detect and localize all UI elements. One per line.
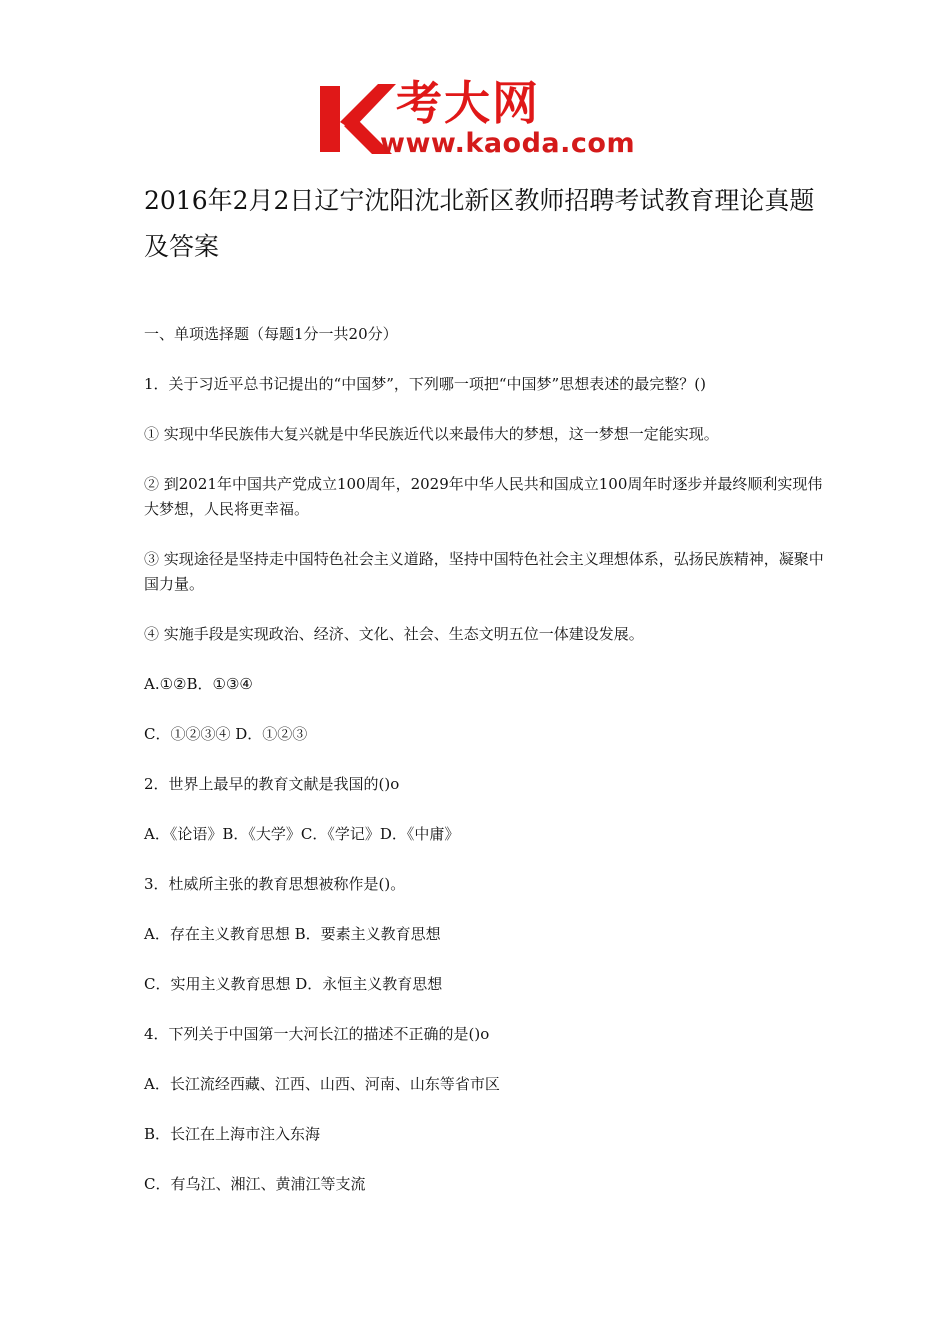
question-1-options-ab: A.①②B．①③④ <box>144 675 253 693</box>
question-1-options-cd: C．①②③④ D．①②③ <box>144 725 308 743</box>
question-1: 1．关于习近平总书记提出的“中国梦”，下列哪一项把“中国梦”思想表述的最完整？() <box>144 375 706 393</box>
question-1-statement-2: ② 到2021年中国共产党成立100周年，2029年中华人民共和国成立100周年时逐步并最终顺利实现伟大梦想，人民将更幸福。 <box>144 475 823 518</box>
kaoda-logo <box>318 78 648 162</box>
question-3-options-ab: A．存在主义教育思想 B．要素主义教育思想 <box>144 925 441 943</box>
question-4-option-a: A．长江流经西藏、江西、山西、河南、山东等省市区 <box>144 1075 500 1093</box>
question-4-option-c: C．有乌江、湘江、黄浦江等支流 <box>144 1175 366 1193</box>
section-heading: 一、单项选择题（每题1分一共20分） <box>144 325 398 343</box>
question-2-options: A．《论语》B．《大学》C．《学记》D．《中庸》 <box>144 825 460 843</box>
question-4-option-b: B．长江在上海市注入东海 <box>144 1125 321 1143</box>
question-2: 2．世界上最早的教育文献是我国的()o <box>144 775 400 793</box>
question-4: 4．下列关于中国第一大河长江的描述不正确的是()o <box>144 1025 490 1043</box>
question-1-statement-3: ③ 实现途径是坚持走中国特色社会主义道路，坚持中国特色社会主义理想体系，弘扬民族精神，凝聚中国力量。 <box>144 550 824 593</box>
question-1-statement-4: ④ 实施手段是实现政治、经济、文化、社会、生态文明五位一体建设发展。 <box>144 625 644 643</box>
question-3: 3．杜威所主张的教育思想被称作是()。 <box>144 875 406 893</box>
logo-brand-text: 考大网 <box>396 76 540 130</box>
document-title: 2016年2月2日辽宁沈阳沈北新区教师招聘考试教育理论真题及答案 <box>144 186 815 261</box>
question-3-options-cd: C．实用主义教育思想 D．永恒主义教育思想 <box>144 975 443 993</box>
logo-url-text: www.kaoda.com <box>380 128 636 159</box>
question-1-statement-1: ① 实现中华民族伟大复兴就是中华民族近代以来最伟大的梦想，这一梦想一定能实现。 <box>144 425 719 443</box>
